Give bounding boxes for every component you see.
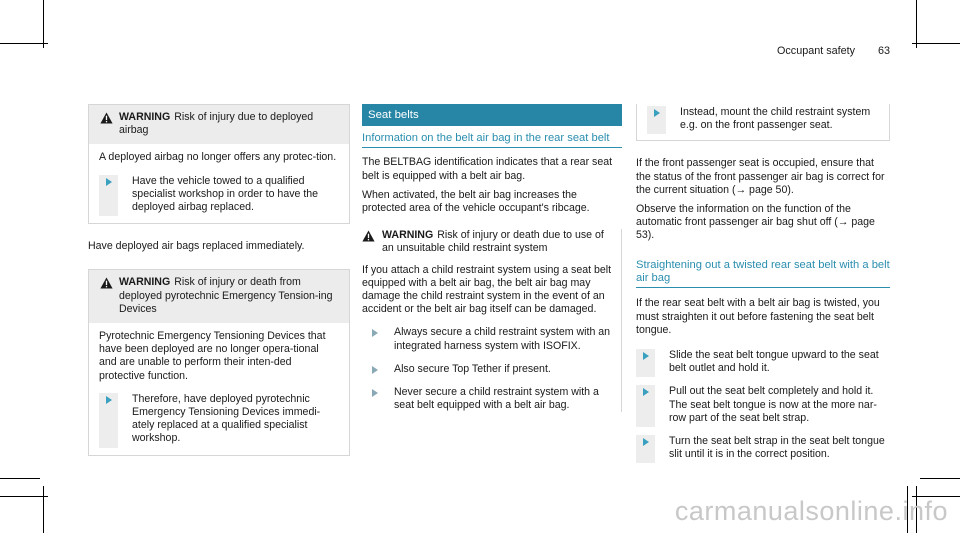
step-arrow-icon (372, 329, 378, 337)
subheading: Straightening out a twisted rear seat belt with a belt air bag (636, 259, 890, 289)
warning-step (99, 393, 339, 446)
paragraph: If the rear seat belt with a belt air bag is twisted, you must straighten it out before fastening the seat belt tongue. (636, 297, 880, 336)
step-text: Always secure a child restraint system with an integrated harness system with ISOFIX. (394, 326, 611, 352)
paragraph: When activated, the belt air bag increases the protected area of the vehicle occupant's ribcage. (362, 188, 590, 215)
subheading: Information on the belt air bag in the rear seat belt (362, 132, 622, 148)
warning-step (647, 106, 879, 132)
warning-keyword: WARNING (382, 229, 434, 242)
step-text: Also secure Top Tether if present. (394, 362, 551, 375)
crop-mark (43, 0, 44, 48)
step-text: Pull out the seat belt completely and hold it. The seat belt tongue is now at the more nar-row part of the seat belt strap. (669, 385, 877, 424)
crop-mark (912, 43, 960, 44)
warning-box-tensioning-devices (88, 269, 350, 455)
warning-triangle-icon (100, 277, 113, 289)
step-text: Instead, mount the child restraint system e.g. on the front passenger seat. (680, 106, 871, 132)
warning-step (362, 363, 613, 376)
crop-mark (43, 486, 44, 533)
paragraph: Have deployed air bags replaced immediately. (88, 240, 305, 253)
step-arrow-icon (372, 366, 378, 374)
paragraph: The BELTBAG identification indicates that a rear seat belt is equipped with a belt air bag. (362, 156, 613, 182)
warning-triangle-icon (362, 230, 375, 242)
column-2 (362, 104, 622, 412)
warning-text: A deployed airbag no longer offers any protec-tion. (99, 151, 337, 164)
instruction-step (636, 435, 890, 461)
section-title: Seat belts (362, 104, 622, 126)
step-text: Therefore, have deployed pyrotechnic Emergency Tensioning Devices immedi-ately replaced at a qualified specialist workshop. (132, 392, 321, 445)
step-arrow-icon (654, 109, 660, 117)
step-arrow-icon (643, 388, 649, 396)
crop-mark (0, 478, 40, 479)
warning-header (89, 270, 349, 323)
step-text: Turn the seat belt strap in the seat belt tongue slit until it is in the correct position. (669, 435, 885, 461)
step-text: Never secure a child restraint system with a seat belt equipped with a belt air bag. (394, 386, 599, 412)
warning-text: If you attach a child restraint system using a seat belt equipped with a belt air bag, the belt air bag may damage the child restraint system in the event of an accident or the belt air bag itself can be damaged. (362, 263, 612, 316)
warning-header (362, 229, 613, 255)
warning-text: Pyrotechnic Emergency Tensioning Devices that have been deployed are no longer opera-tional and are unable to perform their inten-ded protective function. (99, 330, 326, 382)
step-arrow-icon (643, 352, 649, 360)
running-header (777, 45, 855, 57)
warning-box-child-restraint (362, 229, 622, 412)
warning-step (99, 175, 339, 215)
watermark: carmanualsonline.info (674, 496, 948, 526)
step-arrow-icon (372, 389, 378, 397)
warning-body (89, 323, 349, 455)
crop-mark (920, 478, 960, 479)
warning-keyword: WARNING (119, 276, 171, 289)
column-3 (636, 104, 890, 461)
step-arrow-icon (106, 396, 112, 404)
warning-header (89, 105, 349, 144)
warning-box-airbag (88, 104, 350, 224)
step-arrow-icon (643, 438, 649, 446)
step-arrow-icon (106, 178, 112, 186)
warning-triangle-icon (100, 112, 113, 124)
paragraph: Observe the information on the function of the automatic front passenger air bag shut off (→ page 53). (636, 203, 875, 242)
crop-mark (0, 43, 48, 44)
section-name: Occupant safety (777, 45, 856, 57)
warning-step (362, 326, 613, 352)
crop-mark (0, 496, 48, 497)
instruction-step (636, 349, 890, 375)
page-number: 63 (878, 45, 891, 57)
warning-title: Risk of injury due to deployed airbag (119, 111, 314, 137)
step-text: Have the vehicle towed to a qualified specialist workshop in order to have the deployed airbag replaced. (132, 174, 319, 214)
column-1 (88, 104, 350, 456)
step-text: Slide the seat belt tongue upward to the seat belt outlet and hold it. (669, 349, 879, 375)
warning-step (362, 386, 613, 412)
instruction-step (636, 385, 890, 425)
crop-mark (916, 0, 917, 48)
warning-title: Risk of injury or death due to use of an unsuitable child restraint system (382, 229, 604, 255)
warning-body (89, 144, 349, 223)
warning-continuation (636, 104, 890, 141)
warning-keyword: WARNING (119, 111, 171, 123)
paragraph: If the front passenger seat is occupied, ensure that the status of the front passenger air bag is correct for the current situation (→ page 50). (636, 157, 885, 196)
warning-title: Risk of injury or death from deployed pyrotechnic Emergency Tension-ing Devices (119, 276, 333, 315)
